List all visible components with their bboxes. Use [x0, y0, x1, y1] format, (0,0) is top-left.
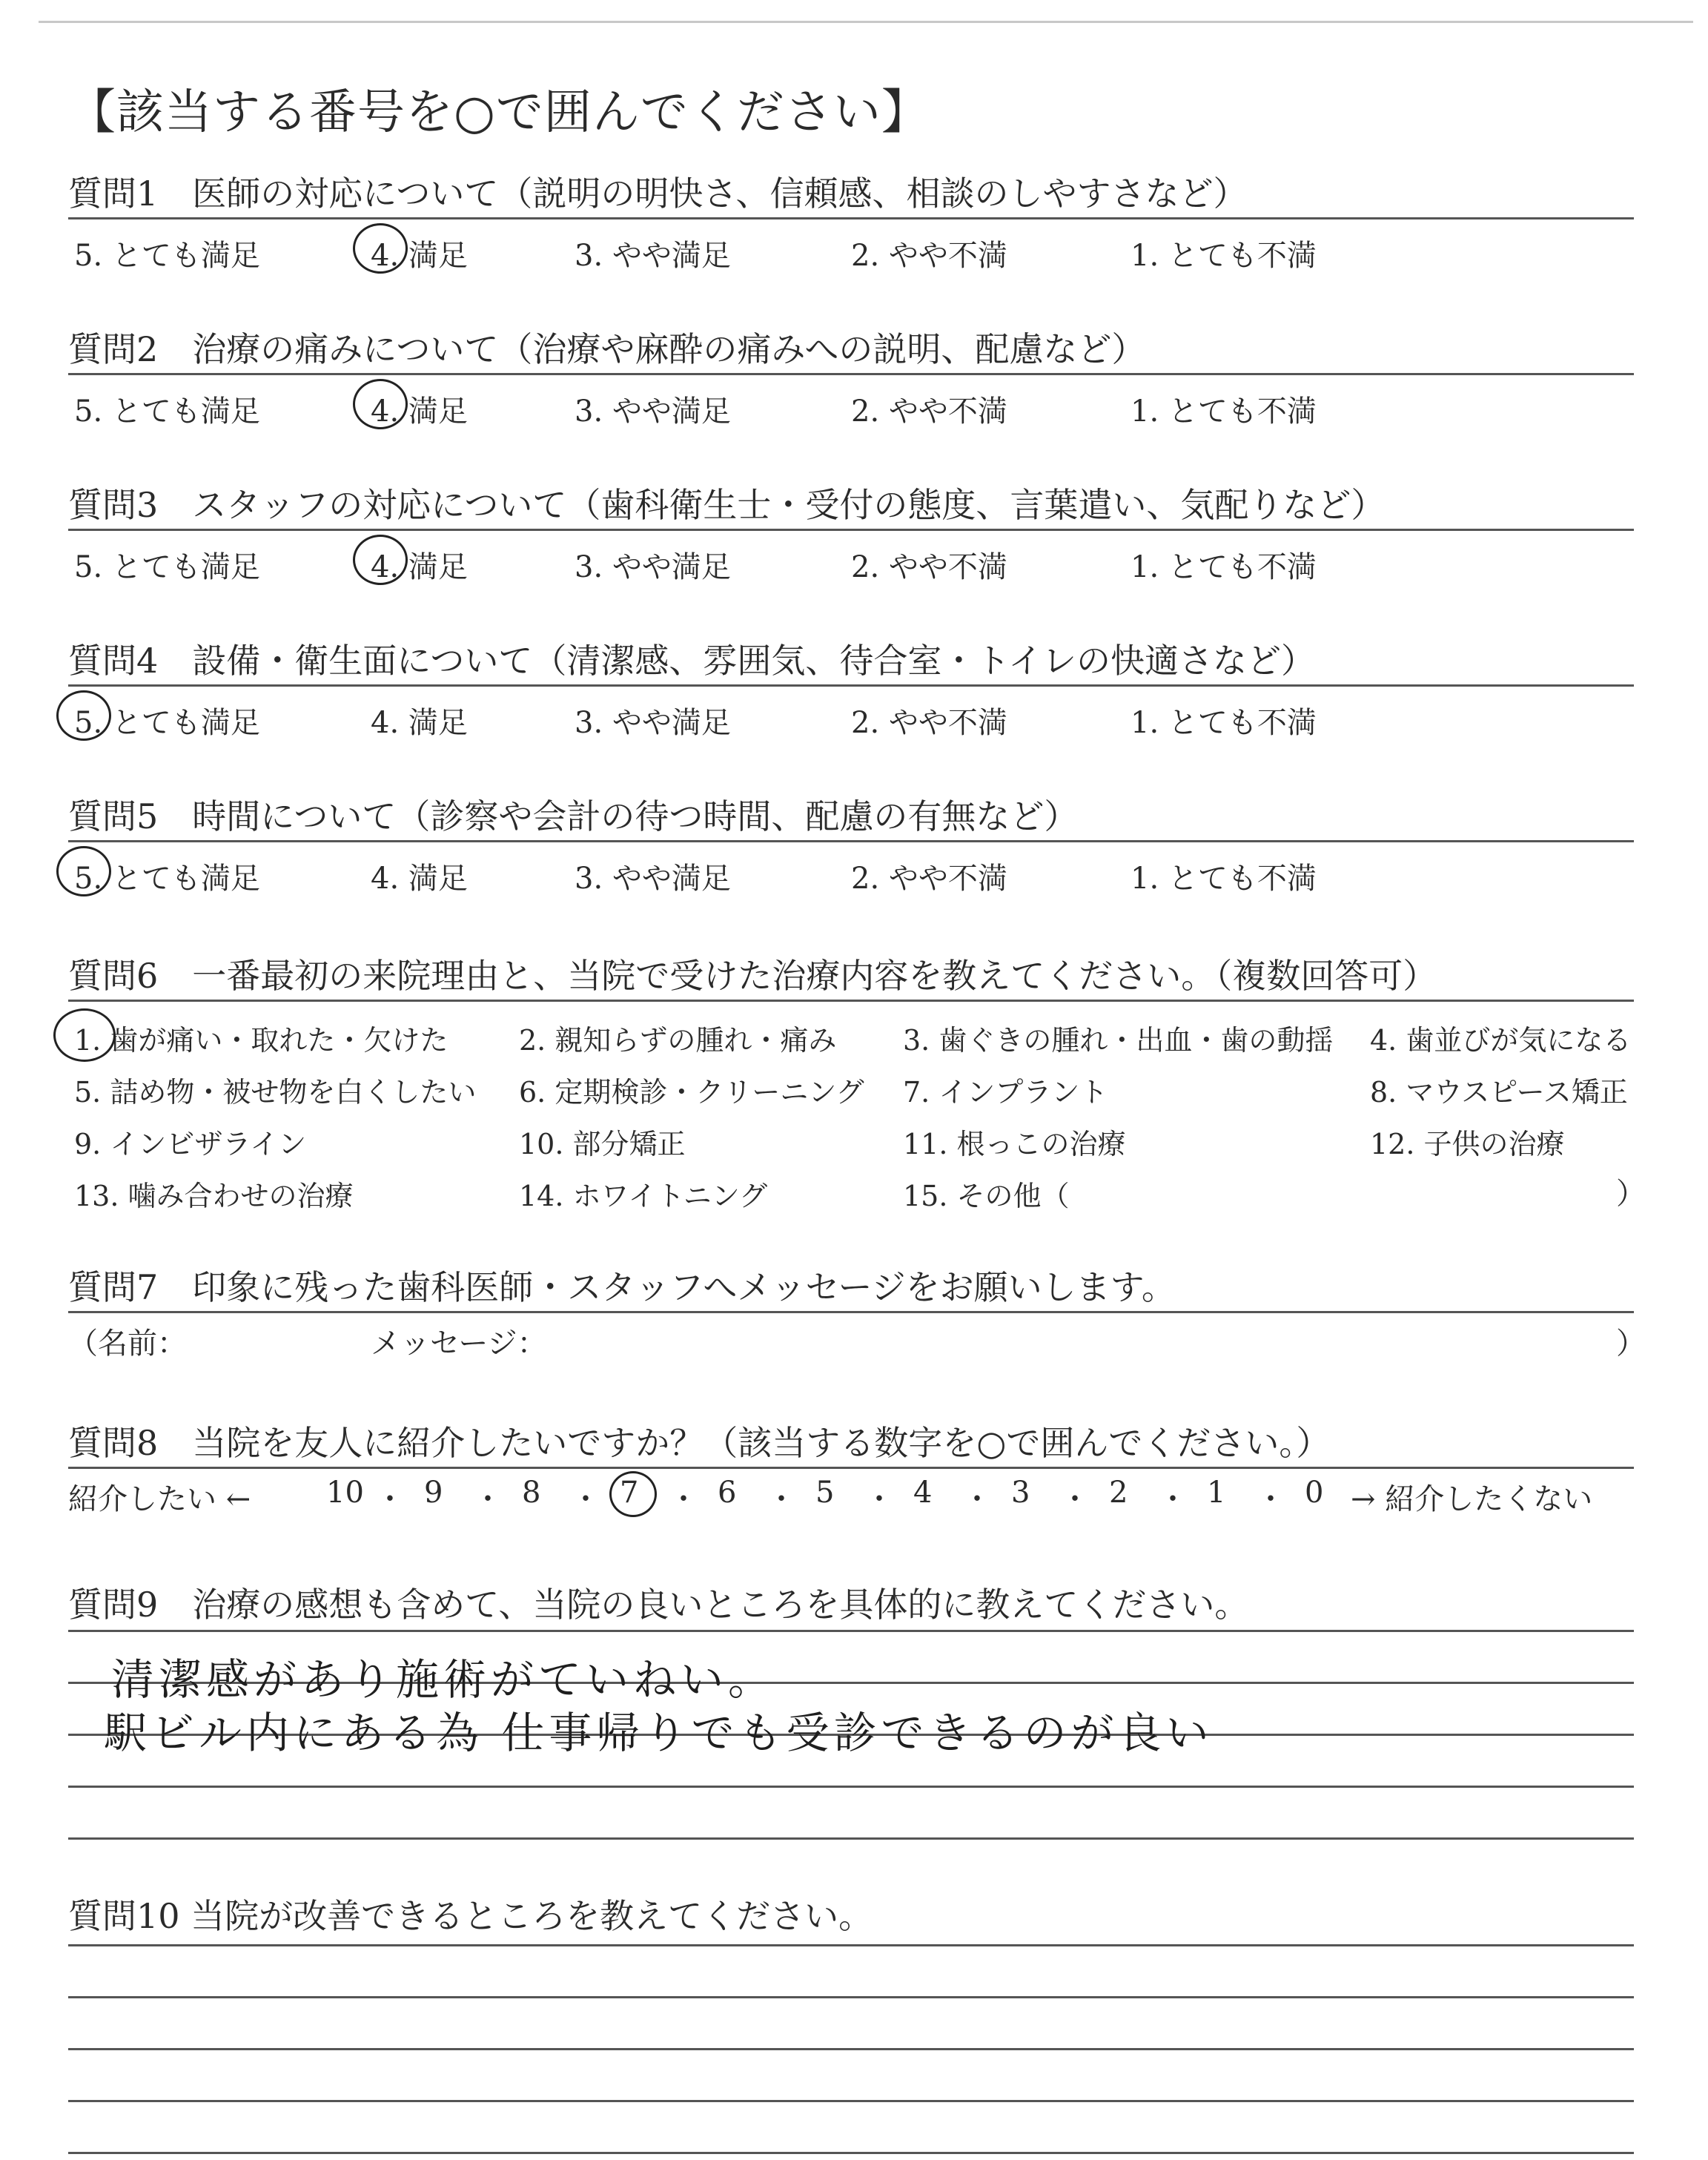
q1-option-2[interactable]: 2. やや不満: [851, 239, 1007, 273]
q4-selection-circle: [56, 690, 111, 741]
q9-answer-line: [68, 1786, 1634, 1788]
q6-selection-circle: [53, 1008, 116, 1062]
q4-option-1[interactable]: 1. とても不満: [1131, 706, 1317, 740]
q1-selection-circle: [353, 223, 408, 274]
q3-rule: [68, 529, 1634, 531]
q8-scale-separator: ・: [473, 1482, 503, 1516]
q6-option-8[interactable]: 8. マウスピース矯正: [1370, 1076, 1628, 1109]
q4-option-3[interactable]: 3. やや満足: [575, 706, 731, 740]
q3-option-5[interactable]: 5. とても満足: [74, 550, 260, 584]
q8-scale-separator: ・: [571, 1482, 600, 1516]
q1-option-3[interactable]: 3. やや満足: [575, 239, 731, 273]
q9-handwritten-answer: 駅ビル内にある為 仕事帰りでも受診できるのが良い: [104, 1708, 1214, 1758]
q1-option-1[interactable]: 1. とても不満: [1131, 239, 1317, 273]
q4-option-2[interactable]: 2. やや不満: [851, 706, 1007, 740]
q6-option-15[interactable]: 15. その他（: [903, 1180, 1070, 1212]
q3-option-2[interactable]: 2. やや不満: [851, 550, 1007, 584]
q8-selection-circle: [609, 1471, 657, 1517]
q8-right-label: → 紹介したくない: [1351, 1482, 1593, 1516]
q8-scale-separator: ・: [962, 1482, 992, 1516]
q10-answer-line: [68, 2048, 1634, 2050]
q8-scale-2[interactable]: 2: [1109, 1476, 1128, 1510]
q6-close-paren: ）: [1616, 1177, 1646, 1211]
q2-option-4[interactable]: 4. 満足: [371, 394, 468, 429]
q2-option-1[interactable]: 1. とても不満: [1131, 394, 1317, 429]
q5-title: 質問5 時間について（診察や会計の待つ時間、配慮の有無など）: [68, 796, 1079, 836]
q6-option-6[interactable]: 6. 定期検診・クリーニング: [519, 1076, 864, 1109]
q8-scale-7[interactable]: 7: [620, 1476, 639, 1510]
q1-title: 質問1 医師の対応について（説明の明快さ、信頼感、相談のしやすさなど）: [68, 174, 1248, 214]
q6-title: 質問6 一番最初の来院理由と、当院で受けた治療内容を教えてください。（複数回答可）: [68, 956, 1437, 996]
q6-rule: [68, 1000, 1634, 1002]
q2-option-3[interactable]: 3. やや満足: [575, 394, 731, 429]
q8-rule: [68, 1467, 1634, 1469]
q5-option-1[interactable]: 1. とても不満: [1131, 862, 1317, 896]
q5-option-4[interactable]: 4. 満足: [371, 862, 468, 896]
q6-option-2[interactable]: 2. 親知らずの腫れ・痛み: [519, 1024, 837, 1057]
q5-rule: [68, 840, 1634, 842]
q2-title: 質問2 治療の痛みについて（治療や麻酔の痛みへの説明、配慮など）: [68, 329, 1146, 369]
q3-option-1[interactable]: 1. とても不満: [1131, 550, 1317, 584]
q4-option-4[interactable]: 4. 満足: [371, 706, 468, 740]
q8-scale-5[interactable]: 5: [815, 1476, 835, 1510]
q7-name-label: （名前：: [68, 1327, 187, 1361]
q8-scale-separator: ・: [767, 1482, 796, 1516]
q8-title: 質問8 当院を友人に紹介したいですか？（該当する数字を○で囲んでください。）: [68, 1423, 1331, 1463]
q4-title: 質問4 設備・衛生面について（清潔感、雰囲気、待合室・トイレの快適さなど）: [68, 641, 1316, 681]
q4-rule: [68, 684, 1634, 687]
q8-scale-0[interactable]: 0: [1305, 1476, 1324, 1510]
q9-title: 質問9 治療の感想も含めて、当院の良いところを具体的に教えてください。: [68, 1585, 1249, 1625]
q8-scale-9[interactable]: 9: [424, 1476, 443, 1510]
q5-option-2[interactable]: 2. やや不満: [851, 862, 1007, 896]
q6-option-14[interactable]: 14. ホワイトニング: [519, 1180, 768, 1212]
q2-selection-circle: [353, 379, 408, 429]
q3-option-3[interactable]: 3. やや満足: [575, 550, 731, 584]
q3-selection-circle: [353, 535, 408, 585]
q8-scale-separator: ・: [669, 1482, 698, 1516]
q3-option-4[interactable]: 4. 満足: [371, 550, 468, 584]
q5-option-3[interactable]: 3. やや満足: [575, 862, 731, 896]
q8-scale-separator: ・: [1060, 1482, 1090, 1516]
q8-scale-separator: ・: [1158, 1482, 1188, 1516]
q8-scale-separator: ・: [864, 1482, 894, 1516]
q6-option-7[interactable]: 7. インプラント: [903, 1076, 1108, 1109]
q6-option-12[interactable]: 12. 子供の治療: [1370, 1128, 1565, 1160]
q8-scale-1[interactable]: 1: [1207, 1476, 1226, 1510]
q5-selection-circle: [56, 846, 111, 896]
q10-answer-line: [68, 2152, 1634, 2154]
q8-scale-8[interactable]: 8: [522, 1476, 541, 1510]
q5-option-5[interactable]: 5. とても満足: [74, 862, 260, 896]
q6-option-13[interactable]: 13. 噛み合わせの治療: [74, 1180, 354, 1212]
q10-answer-line: [68, 1996, 1634, 1998]
q8-scale-separator: ・: [375, 1482, 405, 1516]
q8-scale-separator: ・: [1256, 1482, 1285, 1516]
q6-option-4[interactable]: 4. 歯並びが気になる: [1370, 1024, 1632, 1057]
q2-option-2[interactable]: 2. やや不満: [851, 394, 1007, 429]
q6-option-11[interactable]: 11. 根っこの治療: [903, 1128, 1126, 1160]
q10-title: 質問10 当院が改善できるところを教えてください。: [68, 1896, 873, 1936]
q10-answer-line: [68, 2100, 1634, 2102]
q1-option-5[interactable]: 5. とても満足: [74, 239, 260, 273]
q8-scale-6[interactable]: 6: [718, 1476, 737, 1510]
q8-scale-10[interactable]: 10: [326, 1476, 364, 1510]
q3-title: 質問3 スタッフの対応について（歯科衛生士・受付の態度、言葉遣い、気配りなど）: [68, 485, 1386, 525]
q2-option-5[interactable]: 5. とても満足: [74, 394, 260, 429]
q4-option-5[interactable]: 5. とても満足: [74, 706, 260, 740]
q2-rule: [68, 373, 1634, 375]
top-border: [39, 21, 1693, 23]
q7-title: 質問7 印象に残った歯科医師・スタッフへメッセージをお願いします。: [68, 1267, 1176, 1307]
q9-handwritten-answer: 清潔感があり施術がていねい。: [111, 1654, 776, 1705]
q7-message-label: メッセージ：: [371, 1327, 547, 1361]
q9-answer-line: [68, 1837, 1634, 1840]
page-heading: 【該当する番号を○で囲んでください】: [68, 85, 930, 140]
q6-option-10[interactable]: 10. 部分矯正: [519, 1128, 686, 1160]
q6-option-3[interactable]: 3. 歯ぐきの腫れ・出血・歯の動揺: [903, 1024, 1334, 1057]
q7-close-paren: ）: [1616, 1327, 1646, 1361]
q8-scale-4[interactable]: 4: [913, 1476, 933, 1510]
q10-answer-line: [68, 1944, 1634, 1946]
q1-option-4[interactable]: 4. 満足: [371, 239, 468, 273]
q7-rule: [68, 1311, 1634, 1313]
q9-answer-line: [68, 1630, 1634, 1632]
q6-option-1[interactable]: 1. 歯が痛い・取れた・欠けた: [74, 1024, 448, 1057]
q6-option-9[interactable]: 9. インビザライン: [74, 1128, 307, 1160]
q8-left-label: 紹介したい ←: [68, 1482, 251, 1516]
q8-scale-3[interactable]: 3: [1011, 1476, 1030, 1510]
q6-option-5[interactable]: 5. 詰め物・被せ物を白くしたい: [74, 1076, 477, 1109]
q1-rule: [68, 217, 1634, 219]
